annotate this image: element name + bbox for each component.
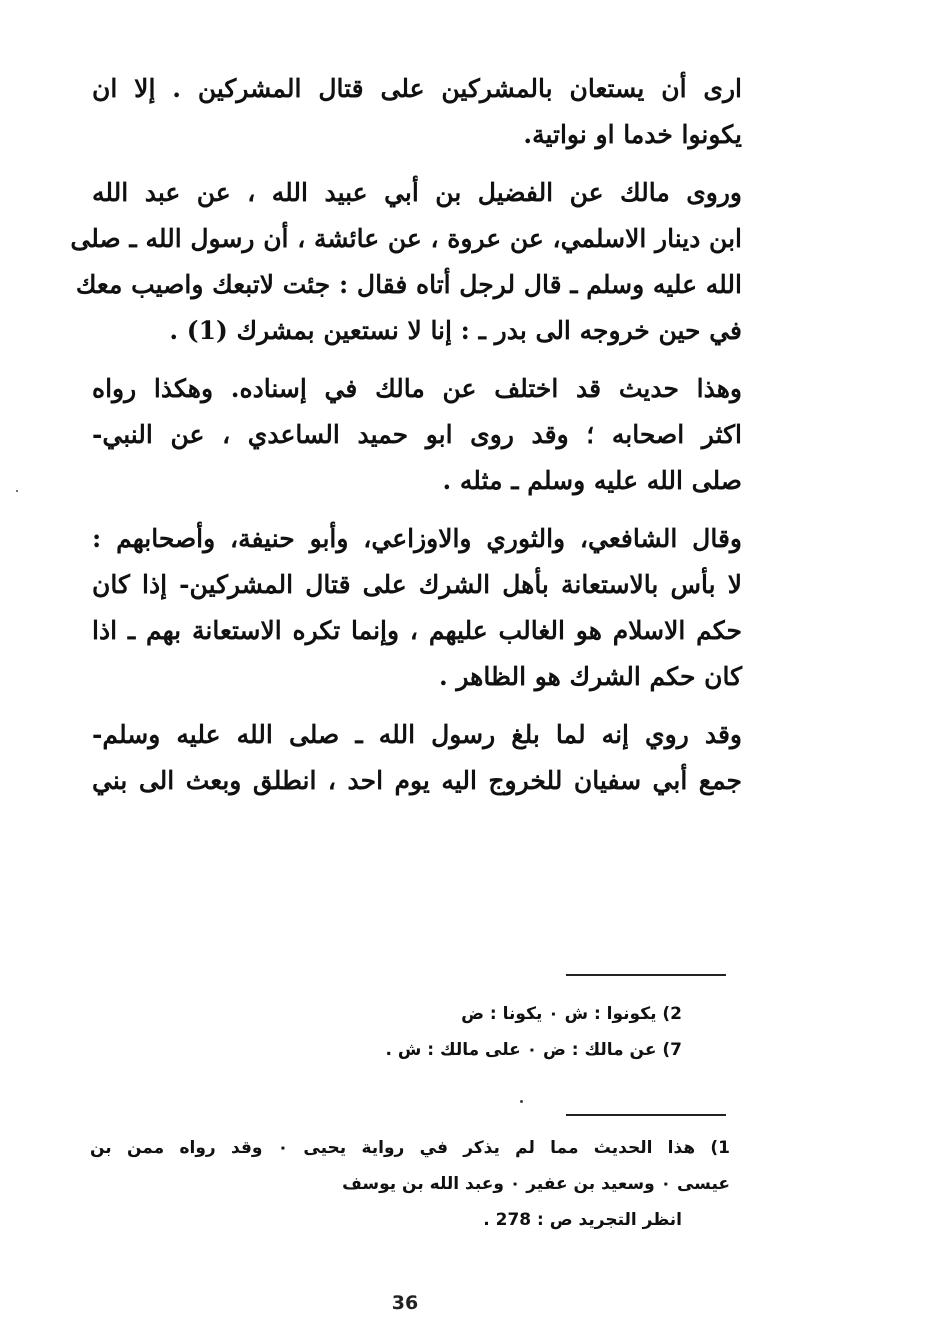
- footnote-line: عيسى ٠ وسعيد بن عفير ٠ وعبد الله بن يوسف: [342, 1174, 730, 1194]
- paragraph-2: [70, 170, 742, 354]
- scan-speck: [520, 1100, 523, 1103]
- footnote-line: 1) هذا الحديث مما لم يذكر في رواية يحيى ٠ وقد رواه ممن بن: [90, 1138, 731, 1158]
- text-line: في حين خروجه الى بدر ـ : إنا لا نستعين بمشرك (1) .: [169, 316, 742, 345]
- paragraph-5: [92, 712, 742, 804]
- variant-note: 2) يكونوا : ش ٠ يكونا : ض: [461, 1004, 682, 1024]
- page-number: 36: [391, 1292, 419, 1314]
- text-line: يكونوا خدما او نواتية.: [523, 120, 742, 149]
- paragraph-1: [92, 66, 742, 158]
- scan-speck: [16, 490, 18, 492]
- textual-variants: [262, 996, 682, 1068]
- paragraph-3: [92, 366, 742, 504]
- text-line: وروى مالك عن الفضيل بن أبي عبيد الله ، عن عبد الله: [92, 178, 742, 207]
- text-line: جمع أبي سفيان للخروج اليه يوم احد ، انطلق وبعث الى بني: [92, 766, 742, 795]
- text-line: وقال الشافعي، والثوري والاوزاعي، وأبو حنيفة، وأصحابهم :: [92, 524, 742, 553]
- text-line: لا بأس بالاستعانة بأهل الشرك على قتال المشركين- إذا كان: [92, 570, 742, 599]
- text-line: كان حكم الشرك هو الظاهر .: [438, 662, 742, 691]
- text-line: وهذا حديث قد اختلف عن مالك في إسناده. وهكذا رواه: [92, 374, 742, 403]
- footnotes-separator-rule: [566, 1114, 726, 1116]
- footnotes: [90, 1130, 730, 1238]
- variants-separator-rule: [566, 974, 726, 976]
- variant-note: 7) عن مالك : ض ٠ على مالك : ش .: [385, 1040, 682, 1060]
- footnote-line: انظر التجريد ص : 278 .: [483, 1210, 682, 1230]
- text-line: ابن دينار الاسلمي، عن عروة ، عن عائشة ، أن رسول الله ـ صلى: [70, 224, 742, 253]
- text-line: ارى أن يستعان بالمشركين على قتال المشركين . إلا ان: [92, 74, 742, 103]
- text-line: حكم الاسلام هو الغالب عليهم ، وإنما تكره الاستعانة بهم ـ اذا: [92, 616, 742, 645]
- paragraph-4: [92, 516, 742, 700]
- text-line: اكثر اصحابه ؛ وقد روى ابو حميد الساعدي ، عن النبي-: [92, 420, 742, 449]
- text-line: الله عليه وسلم ـ قال لرجل أتاه فقال : جئت لاتبعك واصيب معك: [75, 270, 742, 299]
- text-line: وقد روي إنه لما بلغ رسول الله ـ صلى الله عليه وسلم-: [92, 720, 742, 749]
- text-line: صلى الله عليه وسلم ـ مثله .: [442, 466, 742, 495]
- main-text-body: [70, 66, 742, 816]
